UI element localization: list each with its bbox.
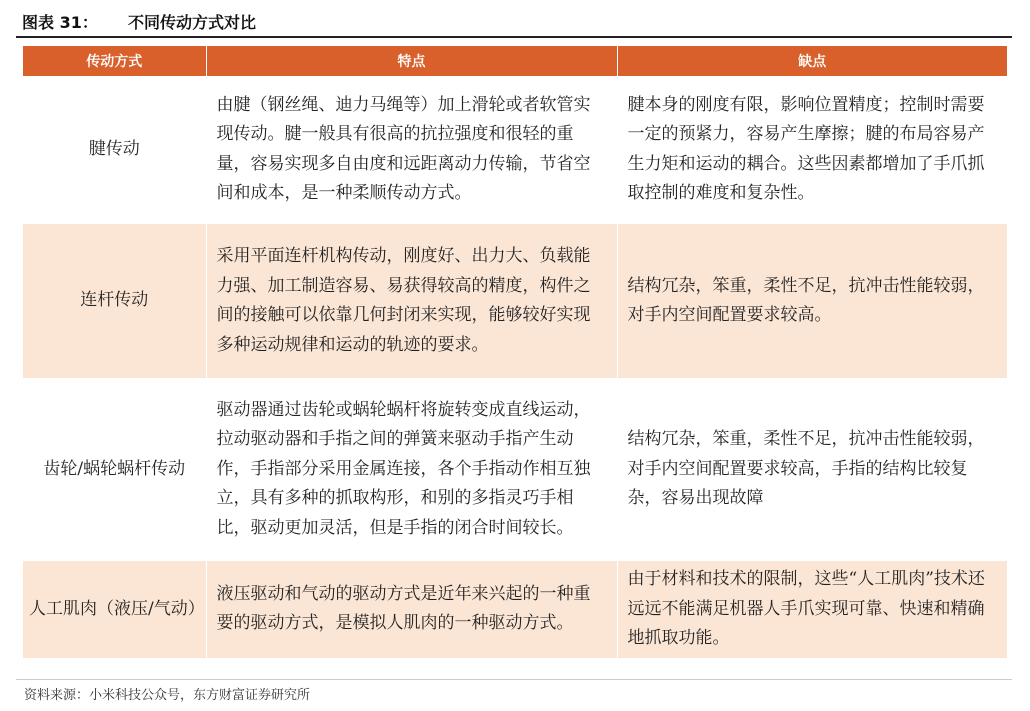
row-method-name: 连杆传动 bbox=[23, 224, 206, 379]
row-method-name: 齿轮/蜗轮蜗杆传动 bbox=[23, 379, 206, 561]
row-drawbacks: 由于材料和技术的限制，这些“人工肌肉”技术还远远不能满足机器人手爪实现可靠、快速和精确地抓取功能。 bbox=[617, 561, 1007, 659]
row-method-name: 腱传动 bbox=[23, 76, 206, 224]
source-note: 资料来源：小米科技公众号，东方财富证券研究所 bbox=[16, 679, 1012, 703]
header-method: 传动方式 bbox=[23, 46, 206, 76]
row-features: 采用平面连杆机构传动，刚度好、出力大、负载能力强、加工制造容易、易获得较高的精度，构件之间的接触可以依靠几何封闭来实现，能够较好实现多种运动规律和运动的轨迹的要求。 bbox=[206, 224, 617, 379]
row-features: 由腱（钢丝绳、迪力马绳等）加上滑轮或者软管实现传动。腱一般具有很高的抗拉强度和很轻的重量，容易实现多自由度和远距离动力传输，节省空间和成本，是一种柔顺传动方式。 bbox=[206, 76, 617, 224]
table-row bbox=[23, 224, 1007, 379]
header-features: 特点 bbox=[206, 46, 617, 76]
table-header-row bbox=[23, 46, 1007, 76]
table-row bbox=[23, 76, 1007, 224]
comparison-table bbox=[23, 46, 1007, 659]
table-row bbox=[23, 561, 1007, 659]
row-method-name: 人工肌肉（液压/气动） bbox=[23, 561, 206, 659]
header-drawbacks: 缺点 bbox=[617, 46, 1007, 76]
row-features: 液压驱动和气动的驱动方式是近年来兴起的一种重要的驱动方式，是模拟人肌肉的一种驱动方式。 bbox=[206, 561, 617, 659]
comparison-table-wrap bbox=[23, 46, 1007, 659]
row-drawbacks: 腱本身的刚度有限，影响位置精度；控制时需要一定的预紧力，容易产生摩擦；腱的布局容易产生力矩和运动的耦合。这些因素都增加了手爪抓取控制的难度和复杂性。 bbox=[617, 76, 1007, 224]
row-drawbacks: 结构冗杂，笨重，柔性不足，抗冲击性能较弱，对手内空间配置要求较高，手指的结构比较复杂，容易出现故障 bbox=[617, 379, 1007, 561]
figure-title-bar bbox=[16, 8, 1012, 38]
row-drawbacks: 结构冗杂，笨重，柔性不足，抗冲击性能较弱，对手内空间配置要求较高。 bbox=[617, 224, 1007, 379]
figure-title: 不同传动方式对比 bbox=[128, 13, 257, 32]
row-features: 驱动器通过齿轮或蜗轮蜗杆将旋转变成直线运动，拉动驱动器和手指之间的弹簧来驱动手指产生动作，手指部分采用金属连接，各个手指动作相互独立，具有多种的抓取构形，和别的多指灵巧手相比，驱动更加灵活，但是手指的闭合时间较长。 bbox=[206, 379, 617, 561]
figure-label: 图表 31： bbox=[22, 13, 98, 32]
table-row bbox=[23, 379, 1007, 561]
